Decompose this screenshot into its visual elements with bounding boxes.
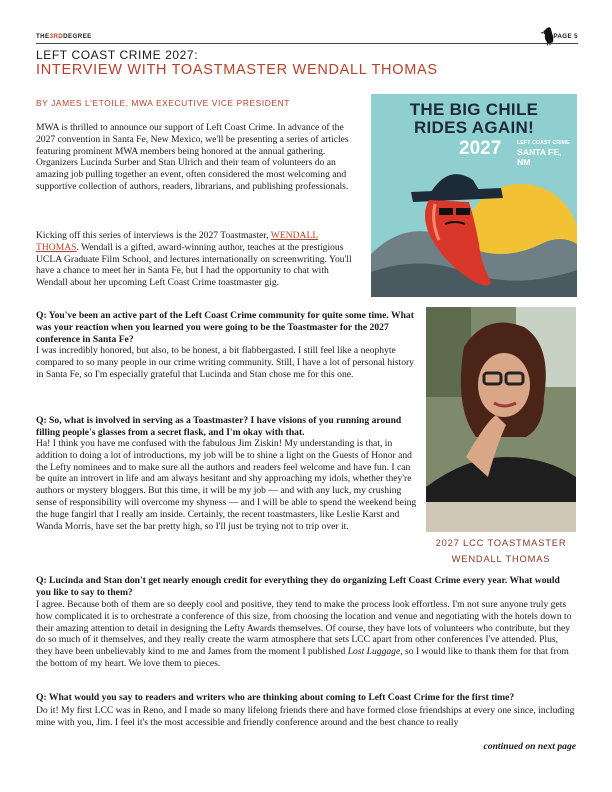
- answer-3: I agree. Because both of them are so deeply cool and positive, they tend to make the process look effortless. I'm not sure anyone truly gets how complicated it is to orchestrate a conference of this size, from choosing the location and venue and negotiating with the hotels down to their amazing attention to detail in designing the Lefty Awards themselves. Of course, they have lots of volunteers who contribute, but they do so much of it themselves, and they really create the warm atmosphere that sets LCC apart from other conferences I've attended. Plus, they have been unbelievably kind to me and James from the moment I published Lost Luggage, so I would like to thank them for that from the bottom of my heart. We love them to pieces.: [36, 599, 572, 669]
- article-byline: BY JAMES L'ETOILE, MWA EXECUTIVE VICE PRESIDENT: [36, 98, 290, 108]
- answer-1: I was incredibly honored, but also, to be honest, a bit flabbergasted. I still feel like a neophyte compared to so many people in our crime writing community. Still, I have a lot of personal history in Santa Fe, so I'm especially grateful that Lucinda and Stan chose me for this one.: [36, 345, 414, 380]
- pub-suffix: DEGREE: [63, 33, 92, 40]
- poster-line2: RIDES AGAIN!: [413, 118, 535, 137]
- photo-caption-line1: 2027 LCC TOASTMASTER: [435, 537, 567, 548]
- poster-location: SANTA FE, NM: [517, 147, 562, 167]
- portrait-illustration: [426, 307, 576, 532]
- event-poster: [371, 94, 577, 297]
- poster-event: LEFT COAST CRIME: [517, 140, 570, 146]
- poster-year: 2027: [459, 138, 502, 159]
- chile-illustration: [371, 94, 577, 297]
- publication-name: [36, 33, 92, 40]
- page-number: PAGE 5: [553, 33, 578, 40]
- pub-accent: 3RD: [49, 33, 64, 40]
- pub-prefix: THE: [36, 33, 50, 40]
- article-kicker: LEFT COAST CRIME 2027:: [36, 48, 199, 62]
- article-title: INTERVIEW WITH TOASTMASTER WENDALL THOMAS: [36, 62, 438, 78]
- toastmaster-paragraph: Kicking off this series of interviews is the 2027 Toastmaster, WENDALL THOMAS. Wendall is a gifted, award-winning author, teaches at the prestigious UCLA Graduate Film School, and lectures internationally on screenwriting. You'll have a chance to meet her in Santa Fe, but I had the opportunity to chat with Wendall about her upcoming Left Coast Crime toastmaster gig.: [36, 230, 352, 289]
- question-2: Q: So, what is involved in serving as a Toastmaster? I have visions of you running around filling people's glasses from a secret flask, and I'm okay with that.: [36, 415, 402, 438]
- continued-note: continued on next page: [483, 741, 576, 752]
- answer-4: Do it! My first LCC was in Reno, and I made so many lifelong friends there and have formed close friendships at every one since, including mine with you, Jim. I feel it's the most accessible and friendly conference around and the best chance to really: [36, 705, 575, 728]
- question-4: Q: What would you say to readers and writers who are thinking about coming to Left Coast Crime for the first time?: [36, 692, 515, 703]
- photo-caption-line2: WENDALL THOMAS: [451, 553, 551, 564]
- poster-line1: THE BIG CHILE: [409, 100, 539, 119]
- wendall-thomas-link[interactable]: WENDALL THOMAS: [36, 230, 319, 253]
- toastmaster-photo: [426, 307, 576, 532]
- question-1: Q: You've been an active part of the Left Coast Crime community for quite some time. What was your reaction when you learned you were going to be the Toastmaster for the 2027 conference in Santa Fe?: [36, 310, 414, 345]
- header-divider: [36, 43, 578, 44]
- intro-paragraph: MWA is thrilled to announce our support of Left Coast Crime. In advance of the 2027 convention in Santa Fe, New Mexico, we'll be presenting a series of articles featuring prominent MWA members being honored at the annual gathering. Organizers Lucinda Surber and Stan Ulrich and their team of volunteers do an amazing job pulling together an event, often considered the most welcoming and supportive collection of authors, readers, librarians, and publishing professionals.: [36, 122, 349, 192]
- answer-2: Ha! I think you have me confused with the fabulous Jim Ziskin! My understanding is that, in addition to doing a lot of introductions, my job will be to shine a light on the Guests of Honor and the Lefty nominees and to make sure all the authors and readers feel welcome and have fun. I can be quite an introvert in life and am always hesitant and shy approaching my idols, whether they're authors or mystery bloggers. But this time, it will be my job — and with any luck, my crushing sense of responsibility will overcome my shyness — and I will be able to spend the weekend being the huge fangirl that I really am inside. Certainly, the recent toastmasters, like Leslie Karst and Wanda Morris, have set the bar pretty high, so I'll just be trying not to trip over it.: [36, 438, 417, 532]
- question-3: Q: Lucinda and Stan don't get nearly enough credit for everything they do organizing Left Coast Crime every year. What would you like to say to them?: [36, 575, 560, 598]
- page-header: [36, 30, 578, 42]
